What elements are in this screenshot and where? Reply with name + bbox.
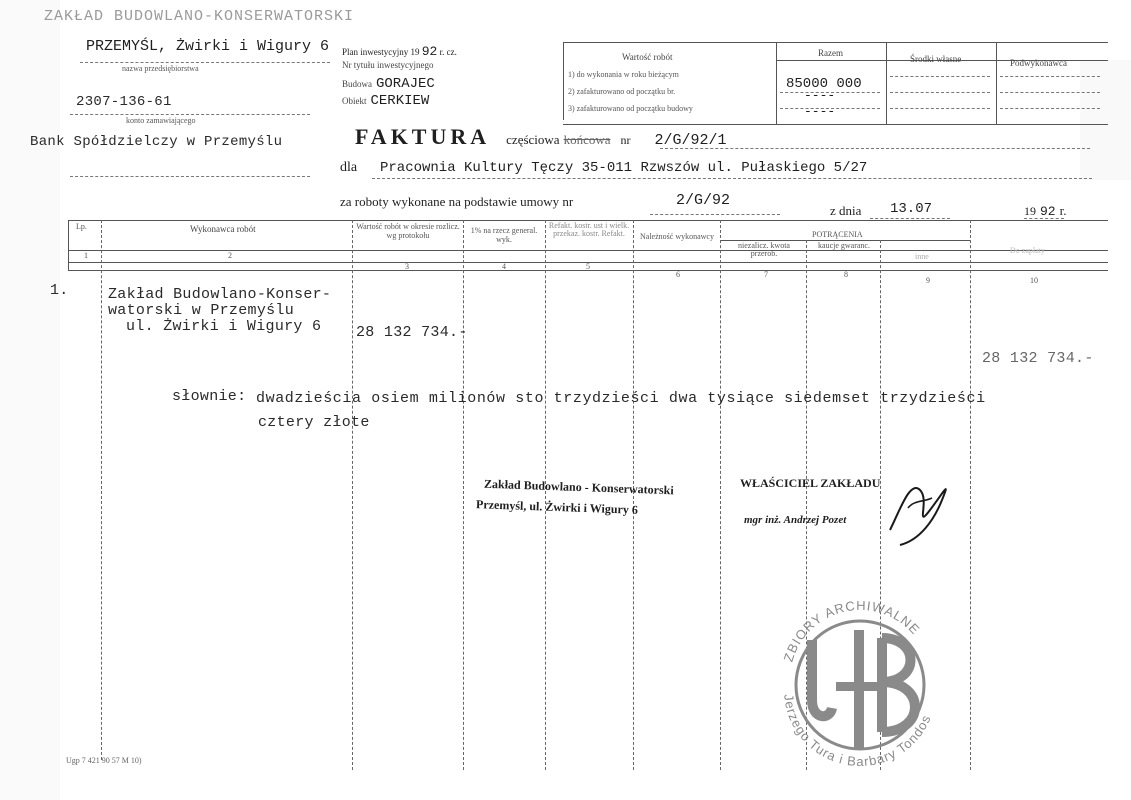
- recipient: Pracownia Kultury Tęczy 35-011 Rzwszów ul. Pułaskiego 5/27: [380, 160, 868, 176]
- col-number-6: 6: [676, 270, 680, 279]
- header-naleznosc: Należność wykonawcy: [640, 232, 714, 241]
- date-value: 13.07: [890, 201, 933, 217]
- row-lp: 1.: [50, 282, 69, 299]
- title-label: Nr tytułu inwestycyjnego: [342, 60, 434, 70]
- row-contractor-line1: Zakład Budowlano-Konser-: [108, 286, 332, 303]
- header-kaucje: kaucje gwaranc.: [818, 241, 870, 250]
- plan-label: Plan inwestycyjny 19: [342, 47, 420, 57]
- col-podwyk-header: Podwykonawca: [1010, 58, 1067, 68]
- invoice-type: częściowa: [506, 132, 560, 147]
- company-caption: nazwa przedsiębiorstwa: [122, 64, 199, 73]
- row-contractor-line3: ul. Żwirki i Wigury 6: [126, 318, 322, 335]
- obiekt-label: Obiekt: [342, 96, 367, 106]
- contract-number: 2/G/92: [676, 192, 731, 209]
- values-row-3: 3) zafakturowano od początku budowy: [568, 104, 693, 113]
- watermark-seal-icon: [770, 590, 950, 770]
- invoice-type-struck: końcowa: [563, 132, 611, 147]
- budowa-label: Budowa: [342, 79, 372, 89]
- owner-stamp-line1: WŁAŚCICIEL ZAKŁADU: [740, 476, 881, 490]
- col-srodki-header: Środki własne: [910, 54, 962, 64]
- plan-year: 92: [421, 44, 438, 59]
- col-number-10: 10: [1030, 276, 1038, 285]
- header-do-zaplaty: Do zapłaty: [1010, 246, 1045, 255]
- header-procent: 1% na rzecz general. wyk.: [470, 226, 538, 244]
- header-niezaliczona: niezalicz. kwota przerob.: [738, 241, 790, 258]
- row-value: 28 132 734.-: [356, 324, 468, 341]
- values-row-1: 1) do wykonania w roku bieżącym: [568, 70, 679, 79]
- plan-suffix: r. cz.: [439, 47, 457, 57]
- header-refakt: Refakt. kostr. ust i wielk. przekaz. kostr. Refakt.: [548, 221, 630, 238]
- year-prefix: 19: [1024, 204, 1036, 218]
- header-inne: inne: [915, 252, 929, 261]
- dla-label: dla: [340, 160, 358, 175]
- account-number: 2307-136-61: [76, 94, 172, 110]
- year-suffix: r.: [1059, 203, 1067, 218]
- company-name-line2: PRZEMYŚL, Żwirki i Wigury 6: [86, 38, 330, 55]
- year-value: 92: [1040, 204, 1056, 219]
- archive-watermark: [770, 590, 950, 770]
- svg-text:Jerzego Tura i Barbary Tondos: Jerzego Tura i Barbary Tondos: [781, 693, 934, 770]
- razem-dash-1: ----: [804, 88, 836, 103]
- invoice-number: 2/G/92/1: [654, 132, 727, 149]
- col-number-3: 3: [405, 262, 409, 271]
- header-lp: Lp.: [76, 222, 87, 231]
- words-line2: cztery złote: [258, 414, 370, 431]
- date-label: z dnia: [830, 203, 862, 218]
- obiekt-value: CERKIEW: [370, 93, 430, 109]
- row-total: 28 132 734.-: [982, 350, 1094, 367]
- plan-line: [342, 44, 457, 59]
- company-stamp-line1: Zakład Budowlano - Konserwatorski: [483, 476, 674, 498]
- words-line1: dwadzieścia osiem milionów sto trzydzieści dwa tysiące siedemset trzydzieści: [256, 390, 986, 407]
- budowa-value: GORAJEC: [376, 76, 435, 92]
- signature-scribble: [880, 470, 960, 550]
- col-number-4: 4: [502, 262, 506, 271]
- obiekt-line: [342, 91, 429, 109]
- invoice-nr-label: nr: [620, 133, 631, 147]
- razem-value: 85000 000: [786, 76, 862, 92]
- values-box-title: Wartość robót: [622, 52, 673, 62]
- row-contractor-line2: watorski w Przemyślu: [108, 302, 295, 319]
- invoice-title-line: [355, 124, 727, 150]
- col-number-1: 1: [84, 251, 88, 260]
- owner-stamp-line2: mgr inż. Andrzej Pozet: [744, 514, 847, 526]
- col-razem-header: Razem: [818, 48, 843, 58]
- company-name-line1: ZAKŁAD BUDOWLANO-KONSERWATORSKI: [44, 8, 355, 25]
- header-potracenia: POTRĄCENIA: [812, 230, 863, 239]
- budowa-line: [342, 74, 435, 92]
- contract-label: za roboty wykonane na podstawie umowy nr: [340, 194, 574, 209]
- col-number-5: 5: [586, 262, 590, 271]
- bank-name: Bank Spółdzielczy w Przemyślu: [30, 134, 283, 150]
- col-number-8: 8: [844, 270, 848, 279]
- footer-code: Ugp 7 421 90 57 M 10): [66, 756, 142, 765]
- words-label: słownie:: [172, 388, 247, 405]
- col-number-9: 9: [926, 276, 930, 285]
- company-stamp-line2: Przemyśl, ul. Żwirki i Wigury 6: [475, 497, 639, 517]
- header-wartosc: Wartość robót w okresie rozlicz. wg protokołu: [356, 222, 460, 240]
- svg-text:ZBIORY ARCHIWALNE: ZBIORY ARCHIWALNE: [780, 597, 924, 664]
- col-number-7: 7: [764, 270, 768, 279]
- header-wykonawca: Wykonawca robót: [190, 224, 256, 234]
- razem-dash-2: ----: [804, 104, 836, 119]
- invoice-title: FAKTURA: [355, 124, 491, 149]
- values-row-2: 2) zafakturowano od początku br.: [568, 87, 676, 96]
- account-caption: konto zamawiającego: [126, 116, 196, 125]
- col-number-2: 2: [228, 251, 232, 260]
